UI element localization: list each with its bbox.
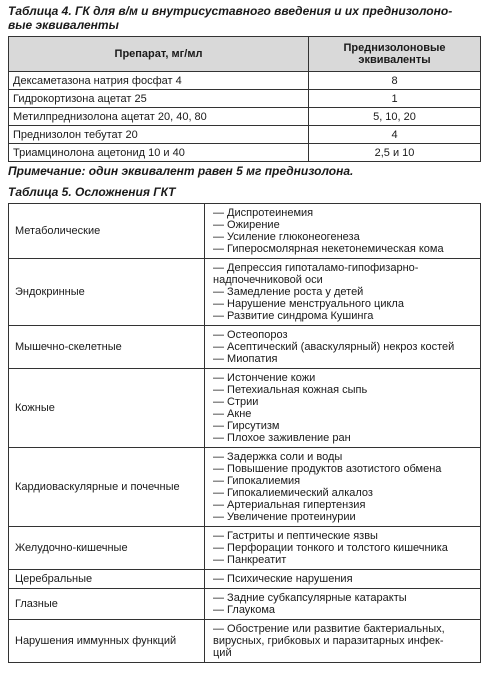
complication-item: — Истончение кожи xyxy=(213,372,316,384)
table-row xyxy=(9,204,481,259)
table-row xyxy=(9,620,481,663)
complication-item: — Артериальная гипертензия xyxy=(213,499,366,511)
complication-category: Глазные xyxy=(9,589,205,620)
table-row xyxy=(9,589,481,620)
table-row xyxy=(9,570,481,589)
complication-item: вирусных, грибковых и паразитарных инфек- xyxy=(213,635,444,647)
complication-item: — Стрии xyxy=(213,396,259,408)
complication-item: — Гастриты и пептические язвы xyxy=(213,530,378,542)
complication-list xyxy=(205,527,481,570)
complication-item: надпочечниковой оси xyxy=(213,274,323,286)
complication-item: — Асептический (аваскулярный) некроз костей xyxy=(213,341,455,353)
complication-item: — Задержка соли и воды xyxy=(213,451,343,463)
complication-item: — Гиперосмолярная некетонемическая кома xyxy=(213,243,444,255)
equiv-cell: 4 xyxy=(309,126,481,144)
complication-category: Эндокринные xyxy=(9,259,205,326)
complication-item: — Повышение продуктов азотистого обмена xyxy=(213,463,442,475)
table4-header-drug xyxy=(9,37,309,72)
table4-caption xyxy=(8,4,480,32)
header-text: Препарат, мг/мл xyxy=(114,48,203,60)
complication-item: — Обострение или развитие бактериальных, xyxy=(213,623,445,635)
complication-item: — Диспротеинемия xyxy=(213,207,314,219)
table4-header-equiv xyxy=(309,37,481,72)
table-row xyxy=(9,144,481,162)
complication-list xyxy=(205,448,481,527)
equiv-cell: 2,5 и 10 xyxy=(309,144,481,162)
equiv-cell: 1 xyxy=(309,90,481,108)
drug-cell: Триамцинолона ацетонид 10 и 40 xyxy=(9,144,309,162)
table4-caption-line: вые эквиваленты xyxy=(8,18,119,32)
complication-list xyxy=(205,620,481,663)
complication-list xyxy=(205,204,481,259)
complication-category: Желудочно-кишечные xyxy=(9,527,205,570)
complication-item: — Депрессия гипоталамо-гипофизарно- xyxy=(213,262,419,274)
table-row xyxy=(9,259,481,326)
table-row xyxy=(9,126,481,144)
complication-item: — Остеопороз xyxy=(213,329,288,341)
complication-item: — Гипокалиемический алкалоз xyxy=(213,487,373,499)
table-row xyxy=(9,326,481,369)
complication-item: — Задние субкапсулярные катаракты xyxy=(213,592,407,604)
table4-caption-line: Таблица 4. ГК для в/м и внутрисуставного введения и их преднизолоно- xyxy=(8,4,453,18)
complication-item: — Замедление роста у детей xyxy=(213,286,364,298)
table5 xyxy=(8,203,481,663)
complication-list xyxy=(205,589,481,620)
complication-item: — Ожирение xyxy=(213,219,280,231)
drug-cell: Преднизолон тебутат 20 xyxy=(9,126,309,144)
complication-item: — Гипокалиемия xyxy=(213,475,301,487)
complication-item: — Психические нарушения xyxy=(213,573,353,585)
complication-item: — Петехиальная кожная сыпь xyxy=(213,384,368,396)
equiv-cell: 5, 10, 20 xyxy=(309,108,481,126)
complication-item: — Миопатия xyxy=(213,353,278,365)
table-row xyxy=(9,527,481,570)
table4-note: Примечание: один эквивалент равен 5 мг преднизолона. xyxy=(8,164,354,178)
header-text: эквиваленты xyxy=(358,54,431,66)
complication-item: — Акне xyxy=(213,408,252,420)
table-row xyxy=(9,108,481,126)
drug-cell: Дексаметазона натрия фосфат 4 xyxy=(9,72,309,90)
complication-item: — Развитие синдрома Кушинга xyxy=(213,310,374,322)
complication-item: — Плохое заживление ран xyxy=(213,432,351,444)
drug-cell: Метилпреднизолона ацетат 20, 40, 80 xyxy=(9,108,309,126)
complication-item: — Усиление глюконеогенеза xyxy=(213,231,360,243)
complication-list xyxy=(205,369,481,448)
complication-list xyxy=(205,259,481,326)
table-row xyxy=(9,90,481,108)
header-text: Преднизолоновые xyxy=(343,42,446,54)
complication-category: Нарушения иммунных функций xyxy=(9,620,205,663)
complication-category: Кардиоваскулярные и почечные xyxy=(9,448,205,527)
equiv-cell: 8 xyxy=(309,72,481,90)
complication-item: — Панкреатит xyxy=(213,554,287,566)
complication-list xyxy=(205,326,481,369)
table4-header-row xyxy=(9,37,481,72)
complication-category: Мышечно-скелетные xyxy=(9,326,205,369)
table-row xyxy=(9,72,481,90)
complication-category: Кожные xyxy=(9,369,205,448)
complication-category: Метаболические xyxy=(9,204,205,259)
document-page xyxy=(8,4,480,663)
complication-category: Церебральные xyxy=(9,570,205,589)
table-row xyxy=(9,369,481,448)
complication-item: — Нарушение менструального цикла xyxy=(213,298,404,310)
complication-item: — Гирсутизм xyxy=(213,420,280,432)
complication-item: — Глаукома xyxy=(213,604,276,616)
complication-item: — Перфорации тонкого и толстого кишечника xyxy=(213,542,448,554)
table5-caption: Таблица 5. Осложнения ГКТ xyxy=(8,185,176,199)
table4 xyxy=(8,36,481,162)
complication-item: ций xyxy=(213,647,232,659)
table-row xyxy=(9,448,481,527)
drug-cell: Гидрокортизона ацетат 25 xyxy=(9,90,309,108)
complication-list xyxy=(205,570,481,589)
complication-item: — Увеличение протеинурии xyxy=(213,511,356,523)
